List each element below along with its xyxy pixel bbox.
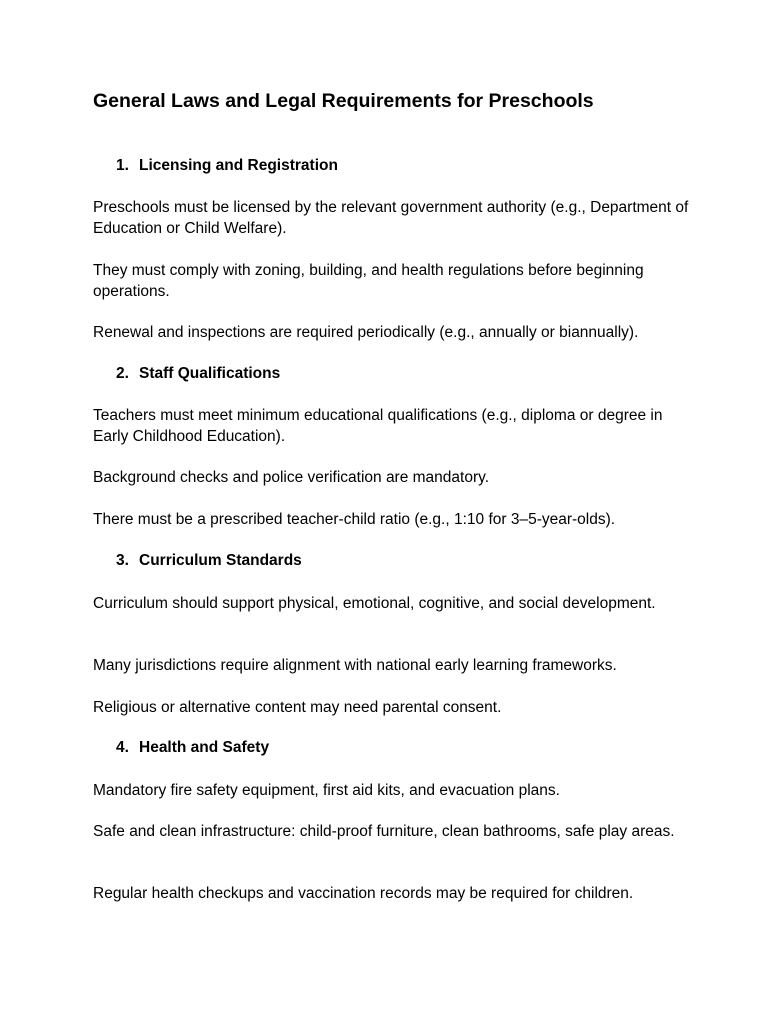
document-title: General Laws and Legal Requirements for Preschools <box>93 90 594 112</box>
paragraph: Religious or alternative content may need parental consent. <box>93 699 502 716</box>
section-heading-health <box>116 738 269 758</box>
paragraph: Curriculum should support physical, emotional, cognitive, and social development. <box>93 595 656 612</box>
section-number: 1. <box>116 157 129 174</box>
section-heading-text: Staff Qualifications <box>139 365 281 382</box>
section-number: 2. <box>116 365 129 382</box>
paragraph: Teachers must meet minimum educational qualifications (e.g., diploma or degree in Early Childhood Education). <box>93 407 663 445</box>
section-heading-text: Health and Safety <box>139 739 270 756</box>
paragraph: They must comply with zoning, building, and health regulations before beginning operations. <box>93 262 644 300</box>
section-heading-text: Licensing and Registration <box>139 157 338 174</box>
paragraph: Preschools must be licensed by the relevant government authority (e.g., Department of Education or Child Welfare). <box>93 199 689 237</box>
section-number: 4. <box>116 739 129 756</box>
paragraph: Safe and clean infrastructure: child-proof furniture, clean bathrooms, safe play areas. <box>93 823 675 840</box>
paragraph: Background checks and police verification are mandatory. <box>93 469 490 486</box>
section-heading-staff <box>116 364 280 384</box>
paragraph: Renewal and inspections are required periodically (e.g., annually or biannually). <box>93 324 639 341</box>
section-heading-text: Curriculum Standards <box>139 552 302 569</box>
section-heading-curriculum <box>116 551 302 571</box>
paragraph: Many jurisdictions require alignment with national early learning frameworks. <box>93 657 617 674</box>
paragraph: Regular health checkups and vaccination records may be required for children. <box>93 885 634 902</box>
section-heading-licensing <box>116 156 338 176</box>
section-number: 3. <box>116 552 129 569</box>
paragraph: There must be a prescribed teacher-child ratio (e.g., 1:10 for 3–5-year-olds). <box>93 511 616 528</box>
paragraph: Mandatory fire safety equipment, first aid kits, and evacuation plans. <box>93 782 560 799</box>
